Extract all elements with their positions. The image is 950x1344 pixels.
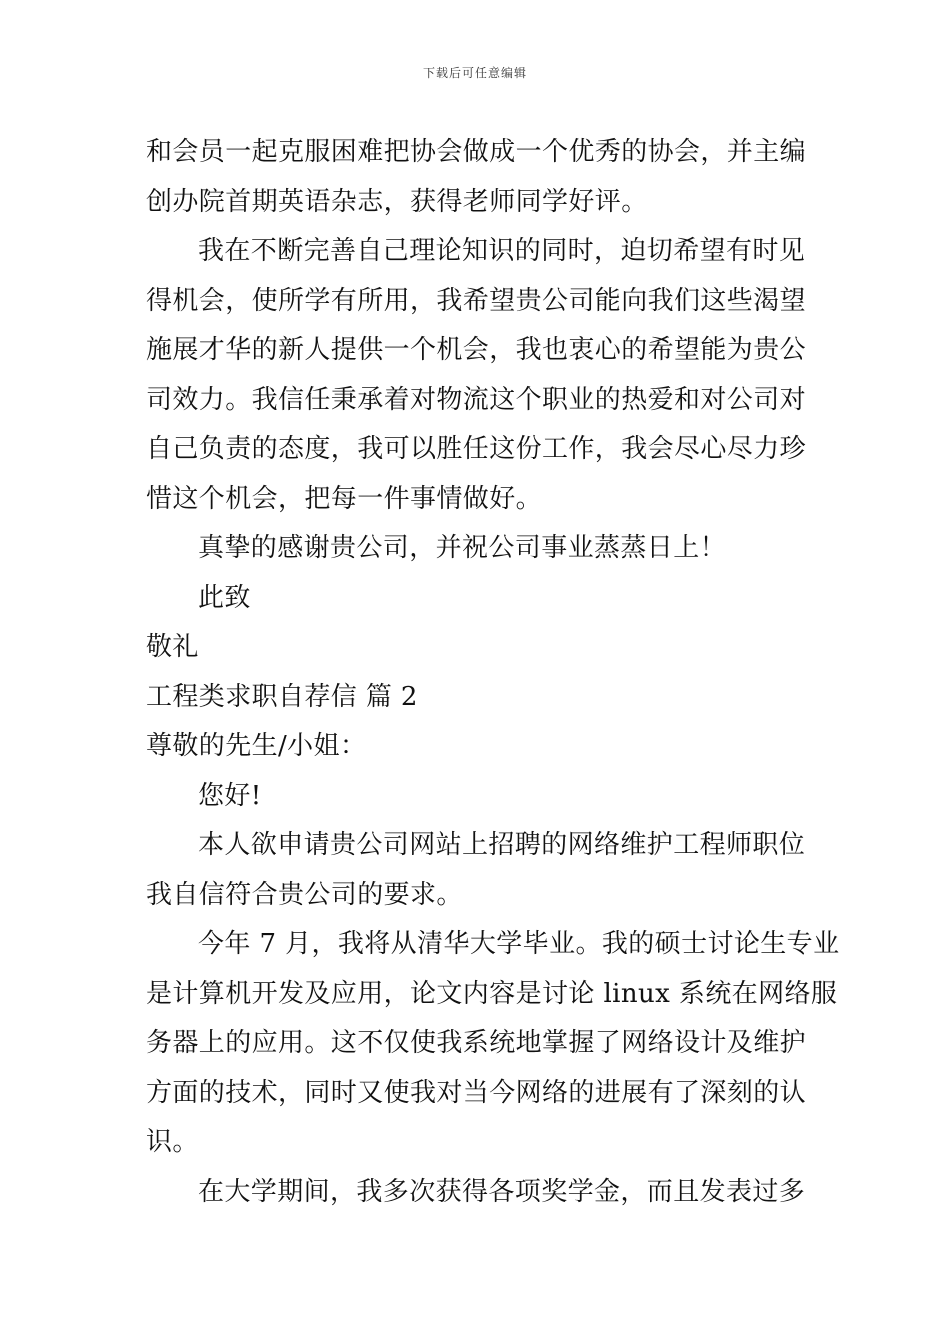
closing-respect: 敬礼 (146, 632, 199, 662)
header-note: 下载后可任意编辑 (422, 66, 527, 80)
text-line: 我在不断完善自己理论知识的同时，迫切希望有时见 (198, 236, 806, 266)
text-line: 真挚的感谢贵公司，并祝公司事业蒸蒸日上！ (198, 533, 727, 563)
text-line: 创办院首期英语杂志，获得老师同学好评。 (146, 186, 648, 217)
text-line: 我自信符合贵公司的要求。 (146, 879, 463, 910)
text-line: 方面的技术，同时又使我对当今网络的进展有了深刻的认 (146, 1077, 807, 1108)
text-line: 得机会，使所学有所用，我希望贵公司能向我们这些渴望 (146, 285, 807, 316)
greeting: 您好! (198, 780, 262, 811)
text-line: 惜这个机会，把每一件事情做好。 (146, 483, 543, 514)
text-line: 在大学期间，我多次获得各项奖学金，而且发表过多 (198, 1176, 806, 1207)
closing-salutation: 此致 (198, 582, 251, 613)
text-line: 识。 (146, 1127, 199, 1157)
text-line: 务器上的应用。这不仅使我系统地掌握了网络设计及维护 (146, 1028, 807, 1058)
section-heading: 工程类求职自荐信 篇 2 (146, 681, 418, 712)
document-body (146, 128, 840, 1217)
text-line: 本人欲申请贵公司网站上招聘的网络维护工程师职位 (198, 830, 806, 860)
greeting-recipient: 尊敬的先生/小姐： (146, 731, 367, 761)
text-line: 司效力。我信任秉承着对物流这个职业的热爱和对公司对 (146, 384, 807, 415)
text-line: 今年 7 月，我将从清华大学毕业。我的硕士讨论生专业 (198, 929, 840, 959)
text-line: 是计算机开发及应用，论文内容是讨论 linux 系统在网络服 (146, 978, 838, 1009)
text-line: 和会员一起克服困难把协会做成一个优秀的协会，并主编 (146, 137, 807, 167)
text-line: 自己负责的态度，我可以胜任这份工作，我会尽心尽力珍 (146, 434, 807, 464)
text-line: 施展才华的新人提供一个机会，我也衷心的希望能为贵公 (146, 335, 807, 365)
